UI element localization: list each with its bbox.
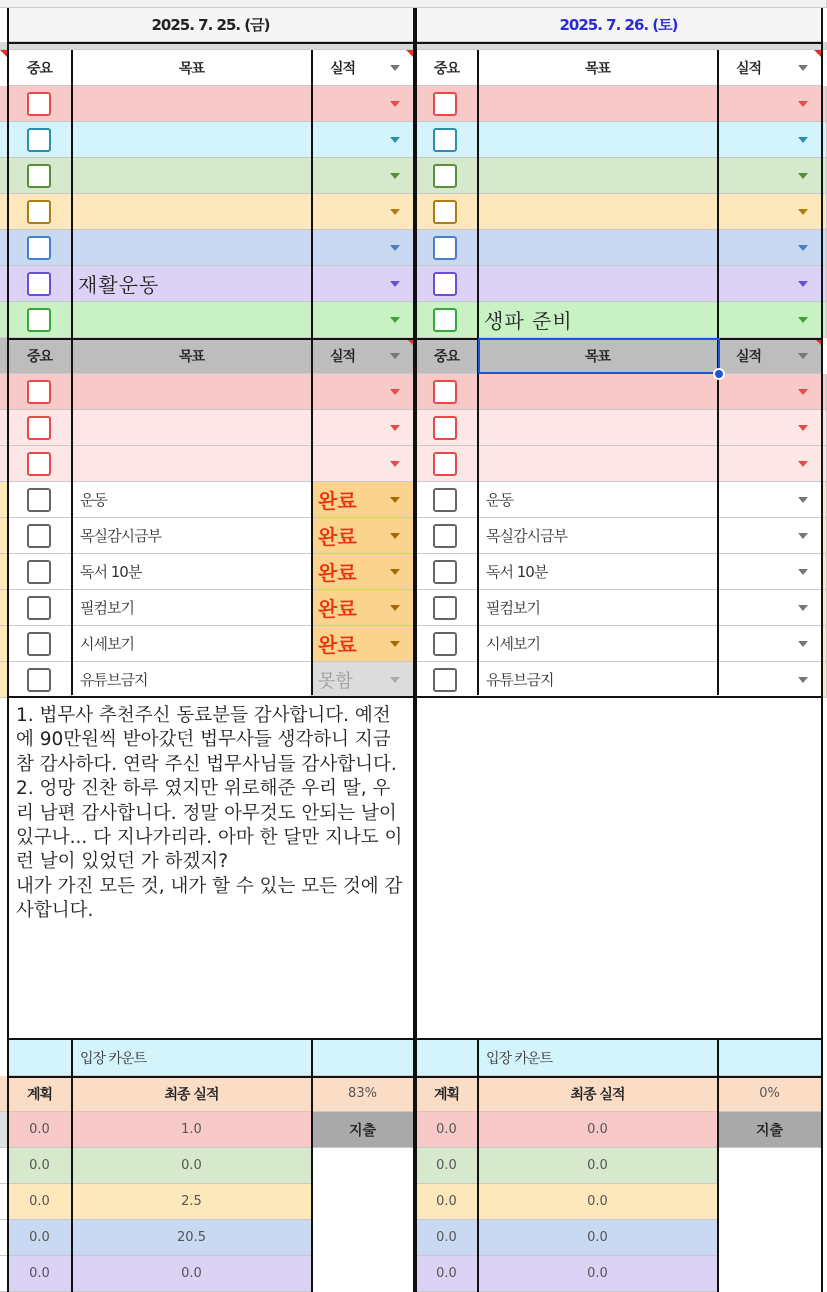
red-dropdown-right-2[interactable] [798,461,808,467]
count-value-left [312,1040,414,1076]
checkbox-goal-right-4[interactable] [433,236,457,260]
selected-cell-outline [478,338,720,374]
header-result-r2: 실적 [718,338,822,374]
red-dropdown-left-0[interactable] [390,389,400,395]
summary-plan-left-2: 0.0 [8,1184,72,1220]
checkbox-goal-right-6[interactable] [433,308,457,332]
summary-final-right-3: 0.0 [478,1220,718,1256]
gratitude-memo-left[interactable]: 1. 법무사 추천주신 동료분들 감사합니다. 예전에 90만원씩 받아갔던 법무사들 생각하니 지금 참 감사하다. 연락 주신 법무사님들 감사합니다. 2. 엉망 진찬 하루 였지만 위로해준 우리 딸, 우리 남편 감사합니다. 정말 아무것도 안되는 날이 있구나... 다 지나가리라. 아마 한 달만 지나도 이런 날이 있었던 가 하겠지? 내가 가진 모든 것, 내가 할 수 있는 모든 것에 감사합니다. [16,705,403,922]
habit-dropdown-left-0[interactable] [390,497,400,503]
habit-dropdown-right-5[interactable] [798,677,808,683]
header-goal-r2: 목표 [478,338,718,374]
goal-text-right-0[interactable] [478,86,718,122]
checkbox-habit-right-1[interactable] [433,524,457,548]
habit-label-left-1: 목실감시금부 [72,518,312,554]
goal-text-left-6[interactable] [72,302,312,338]
top-partial-row [0,0,827,8]
checkbox-goal-left-4[interactable] [27,236,51,260]
red-dropdown-left-2[interactable] [390,461,400,467]
header-final-result-right: 최종 실적 [478,1076,718,1112]
summary-plan-right-3: 0.0 [416,1220,478,1256]
checkbox-goal-right-0[interactable] [433,92,457,116]
header-plan-right: 계획 [416,1076,478,1112]
habit-result-left-2[interactable]: 완료 [312,554,414,590]
habit-label-left-2: 독서 10분 [72,554,312,590]
date-right: 2025. 7. 26. (토) [416,8,822,42]
achievement-percent-right: 0% [718,1076,822,1112]
goal-result-dropdown-left-3[interactable] [390,209,400,215]
header-comment-mark-r1 [814,50,821,57]
checkbox-goal-right-5[interactable] [433,272,457,296]
goal-result-dropdown-left-2[interactable] [390,173,400,179]
summary-final-right-1: 0.0 [478,1148,718,1184]
checkbox-red-right-1[interactable] [433,416,457,440]
checkbox-goal-left-1[interactable] [27,128,51,152]
summary-plan-right-4: 0.0 [416,1256,478,1292]
checkbox-goal-right-1[interactable] [433,128,457,152]
border-right-outer [821,8,823,1292]
checkbox-goal-left-5[interactable] [27,272,51,296]
header-importance-r2: 중요 [416,338,478,374]
goal-result-dropdown-left-0[interactable] [390,101,400,107]
header-result-l2: 실적 [312,338,414,374]
count-pad-right [416,1040,478,1076]
checkbox-habit-right-2[interactable] [433,560,457,584]
habit-label-right-5: 유튜브금지 [478,662,718,698]
header-goal-l2: 목표 [72,338,312,374]
habit-dropdown-right-1[interactable] [798,533,808,539]
header-importance-l1: 중요 [8,50,72,86]
goal-text-right-1[interactable] [478,122,718,158]
count-pad-left [8,1040,72,1076]
summary-plan-right-0: 0.0 [416,1112,478,1148]
header-comment-mark-l1 [406,50,413,57]
goal-text-left-4[interactable] [72,230,312,266]
header-filter-l2[interactable] [390,353,400,359]
goal-result-dropdown-left-6[interactable] [390,317,400,323]
habit-label-right-4: 시세보기 [478,626,718,662]
goal-text-left-5[interactable]: 재활운동 [72,266,312,302]
goal-text-left-1[interactable] [72,122,312,158]
checkbox-habit-right-3[interactable] [433,596,457,620]
red-dropdown-right-1[interactable] [798,425,808,431]
goal-result-dropdown-right-2[interactable] [798,173,808,179]
goal-text-right-4[interactable] [478,230,718,266]
header-filter-r1[interactable] [798,65,808,71]
habit-result-left-4[interactable]: 완료 [312,626,414,662]
summary-plan-left-4: 0.0 [8,1256,72,1292]
summary-final-right-0: 0.0 [478,1112,718,1148]
red-goal-left-0[interactable] [72,374,312,410]
header-plan-left: 계획 [8,1076,72,1112]
checkbox-habit-right-0[interactable] [433,488,457,512]
habit-dropdown-left-2[interactable] [390,569,400,575]
header-result-l1: 실적 [312,50,414,86]
summary-plan-left-0: 0.0 [8,1112,72,1148]
habit-dropdown-right-0[interactable] [798,497,808,503]
header-filter-r2[interactable] [798,353,808,359]
summary-final-left-4: 0.0 [72,1256,312,1292]
goal-result-dropdown-left-1[interactable] [390,137,400,143]
checkbox-goal-right-2[interactable] [433,164,457,188]
checkbox-red-right-0[interactable] [433,380,457,404]
border-right-inner [415,8,417,1292]
checkbox-goal-left-3[interactable] [27,200,51,224]
habit-label-left-5: 유튜브금지 [72,662,312,698]
goal-result-dropdown-right-0[interactable] [798,101,808,107]
goal-text-left-0[interactable] [72,86,312,122]
habit-result-left-1[interactable]: 완료 [312,518,414,554]
goal-result-dropdown-right-1[interactable] [798,137,808,143]
border-above-memo [8,696,822,698]
red-dropdown-left-1[interactable] [390,425,400,431]
habit-label-right-2: 독서 10분 [478,554,718,590]
habit-dropdown-right-2[interactable] [798,569,808,575]
habit-label-right-1: 목실감시금부 [478,518,718,554]
red-goal-right-2[interactable] [478,446,718,482]
date-left: 2025. 7. 25. (금) [8,8,414,42]
count-label-left: 입장 카운트 [72,1040,312,1076]
header-result-r1: 실적 [718,50,822,86]
goal-result-dropdown-right-3[interactable] [798,209,808,215]
habit-result-left-5[interactable]: 못함 [312,662,414,698]
summary-plan-left-1: 0.0 [8,1148,72,1184]
count-value-right [718,1040,822,1076]
checkbox-goal-right-3[interactable] [433,200,457,224]
summary-final-left-2: 2.5 [72,1184,312,1220]
checkbox-habit-left-1[interactable] [27,524,51,548]
summary-final-left-3: 20.5 [72,1220,312,1256]
checkbox-red-left-2[interactable] [27,452,51,476]
checkbox-red-left-0[interactable] [27,380,51,404]
border-below-memo [8,1038,822,1040]
goal-result-dropdown-left-5[interactable] [390,281,400,287]
habit-label-right-3: 필컴보기 [478,590,718,626]
border-above-summary [8,1076,822,1078]
expense-button-left[interactable]: 지출 [312,1112,414,1148]
habit-label-left-0: 운동 [72,482,312,518]
summary-plan-left-3: 0.0 [8,1220,72,1256]
summary-final-right-4: 0.0 [478,1256,718,1292]
header-goal-r1: 목표 [478,50,718,86]
checkbox-habit-right-5[interactable] [433,668,457,692]
goal-result-dropdown-right-5[interactable] [798,281,808,287]
border-under-date [8,42,822,44]
border-col-l2 [311,50,313,695]
summary-plan-right-2: 0.0 [416,1184,478,1220]
habit-dropdown-left-5[interactable] [390,677,400,683]
achievement-percent-left: 83% [312,1076,414,1112]
gratitude-memo-right[interactable] [416,698,822,1038]
habit-result-left-0[interactable]: 완료 [312,482,414,518]
checkbox-red-right-2[interactable] [433,452,457,476]
red-goal-left-1[interactable] [72,410,312,446]
goal-text-right-3[interactable] [478,194,718,230]
goal-text-right-6[interactable]: 생파 준비 [478,302,718,338]
header-filter-l1[interactable] [390,65,400,71]
habit-dropdown-right-3[interactable] [798,605,808,611]
red-goal-right-1[interactable] [478,410,718,446]
header-importance-r1: 중요 [416,50,478,86]
habit-label-left-4: 시세보기 [72,626,312,662]
red-goal-left-2[interactable] [72,446,312,482]
habit-dropdown-left-1[interactable] [390,533,400,539]
checkbox-goal-left-6[interactable] [27,308,51,332]
checkbox-red-left-1[interactable] [27,416,51,440]
summary-plan-right-1: 0.0 [416,1148,478,1184]
checkbox-goal-left-0[interactable] [27,92,51,116]
selection-fill-handle[interactable] [713,368,725,380]
header-importance-l2: 중요 [8,338,72,374]
goal-result-dropdown-right-6[interactable] [798,317,808,323]
expense-button-right[interactable]: 지출 [718,1112,822,1148]
checkbox-habit-right-4[interactable] [433,632,457,656]
habit-dropdown-right-4[interactable] [798,641,808,647]
goal-result-dropdown-right-4[interactable] [798,245,808,251]
count-label-right: 입장 카운트 [478,1040,718,1076]
red-dropdown-right-0[interactable] [798,389,808,395]
goal-text-right-2[interactable] [478,158,718,194]
goal-text-left-3[interactable] [72,194,312,230]
row-mark-1 [0,50,7,57]
summary-final-right-2: 0.0 [478,1184,718,1220]
checkbox-habit-left-3[interactable] [27,596,51,620]
checkbox-habit-left-0[interactable] [27,488,51,512]
header-goal-l1: 목표 [72,50,312,86]
goal-text-left-2[interactable] [72,158,312,194]
red-goal-right-0[interactable] [478,374,718,410]
summary-final-left-1: 0.0 [72,1148,312,1184]
habit-label-left-3: 필컴보기 [72,590,312,626]
habit-label-right-0: 운동 [478,482,718,518]
header-final-result-left: 최종 실적 [72,1076,312,1112]
summary-final-left-0: 1.0 [72,1112,312,1148]
habit-result-left-3[interactable]: 완료 [312,590,414,626]
goal-result-dropdown-left-4[interactable] [390,245,400,251]
goal-text-right-5[interactable] [478,266,718,302]
border-left-outer [7,8,9,1292]
checkbox-habit-left-2[interactable] [27,560,51,584]
checkbox-habit-left-5[interactable] [27,668,51,692]
border-col-l1 [71,50,73,695]
checkbox-goal-left-2[interactable] [27,164,51,188]
checkbox-habit-left-4[interactable] [27,632,51,656]
habit-dropdown-left-3[interactable] [390,605,400,611]
habit-dropdown-left-4[interactable] [390,641,400,647]
